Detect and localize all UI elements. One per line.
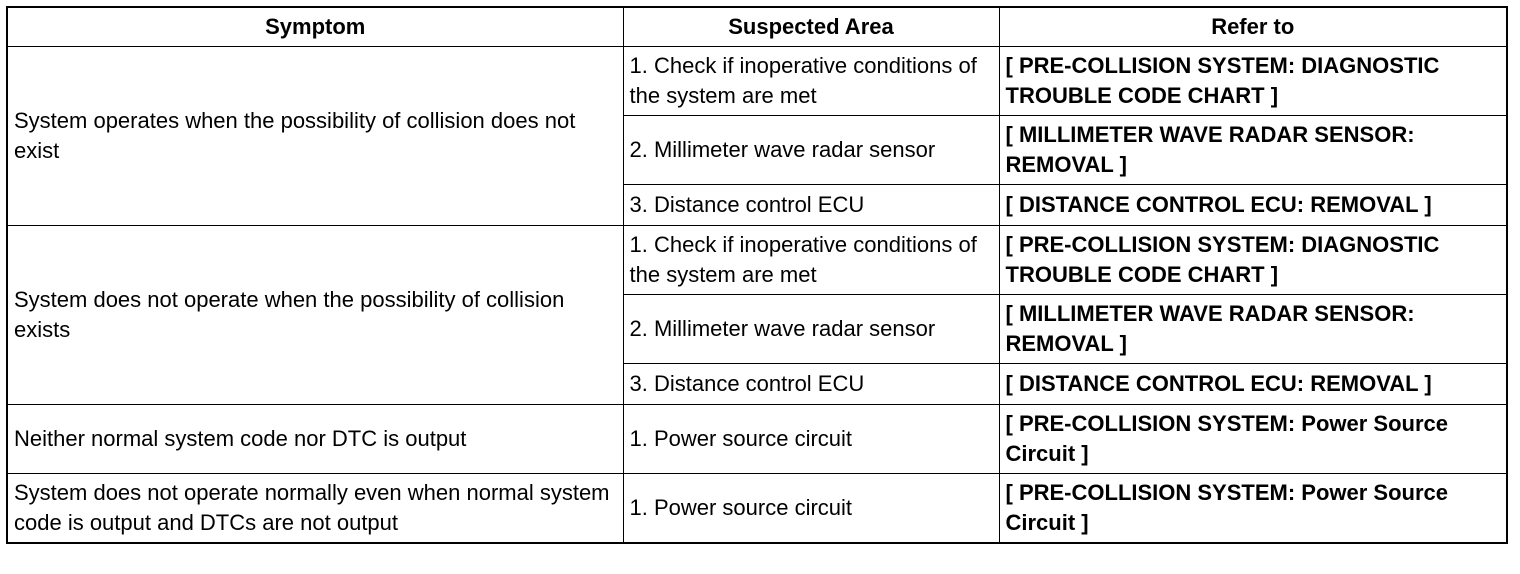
refer-to-link[interactable]: [ DISTANCE CONTROL ECU: REMOVAL ] xyxy=(999,185,1507,226)
symptom-cell: System does not operate normally even when normal system code is output and DTCs are not output xyxy=(7,474,623,544)
suspected-area-cell: 2. Millimeter wave radar sensor xyxy=(623,295,999,364)
refer-to-link[interactable]: [ PRE-COLLISION SYSTEM: Power Source Circuit ] xyxy=(999,474,1507,544)
refer-to-link[interactable]: [ MILLIMETER WAVE RADAR SENSOR: REMOVAL ] xyxy=(999,295,1507,364)
refer-to-link[interactable]: [ PRE-COLLISION SYSTEM: Power Source Circuit ] xyxy=(999,405,1507,474)
refer-to-link[interactable]: [ DISTANCE CONTROL ECU: REMOVAL ] xyxy=(999,364,1507,405)
refer-to-link[interactable]: [ PRE-COLLISION SYSTEM: DIAGNOSTIC TROUBLE CODE CHART ] xyxy=(999,226,1507,295)
suspected-area-cell: 1. Check if inoperative conditions of the system are met xyxy=(623,47,999,116)
refer-to-link[interactable]: [ MILLIMETER WAVE RADAR SENSOR: REMOVAL ] xyxy=(999,116,1507,185)
table-row xyxy=(7,47,1507,116)
header-row xyxy=(7,7,1507,47)
suspected-area-cell: 1. Check if inoperative conditions of the system are met xyxy=(623,226,999,295)
table-row xyxy=(7,474,1507,544)
header-suspected-area: Suspected Area xyxy=(623,7,999,47)
suspected-area-cell: 2. Millimeter wave radar sensor xyxy=(623,116,999,185)
suspected-area-cell: 1. Power source circuit xyxy=(623,405,999,474)
symptom-cell: System operates when the possibility of collision does not exist xyxy=(7,47,623,226)
suspected-area-cell: 1. Power source circuit xyxy=(623,474,999,544)
symptom-cell: Neither normal system code nor DTC is output xyxy=(7,405,623,474)
table-row xyxy=(7,405,1507,474)
header-symptom: Symptom xyxy=(7,7,623,47)
suspected-area-cell: 3. Distance control ECU xyxy=(623,364,999,405)
suspected-area-cell: 3. Distance control ECU xyxy=(623,185,999,226)
header-refer-to: Refer to xyxy=(999,7,1507,47)
symptom-cell: System does not operate when the possibility of collision exists xyxy=(7,226,623,405)
table-row xyxy=(7,226,1507,295)
refer-to-link[interactable]: [ PRE-COLLISION SYSTEM: DIAGNOSTIC TROUBLE CODE CHART ] xyxy=(999,47,1507,116)
problem-symptoms-table xyxy=(6,6,1508,544)
